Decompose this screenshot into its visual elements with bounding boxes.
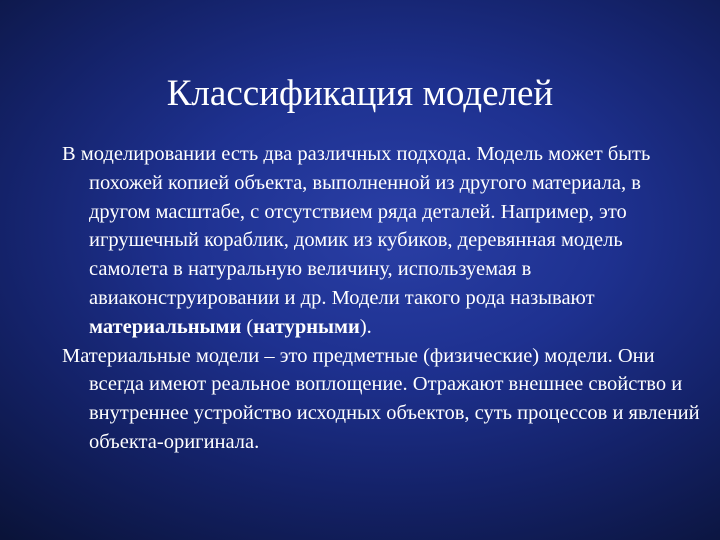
paragraph-1-paren-open: ( [241, 315, 254, 338]
term-natural: натурными [253, 315, 360, 338]
paragraph-1-text: В моделировании есть два различных подхода. Модель может быть похожей копией объекта, выполненной из другого материала, в другом масштабе, с отсутствием ряда деталей. Например, это игрушечный кораблик, домик из кубиков, деревянная модель самолета в натуральную величину, используемая в авиаконструировании и др. Модели такого рода называют [62, 143, 651, 309]
slide-title: Классификация моделей [166, 73, 554, 114]
paragraph-1 [62, 140, 702, 342]
paragraph-2: Материальные модели – это предметные (физические) модели. Они всегда имеют реальное воплощение. Отражают внешнее свойство и внутреннее устройство исходных объектов, суть процессов и явлений объекта-оригинала. [62, 344, 700, 453]
paragraph-1-end: ). [359, 315, 372, 338]
slide-body [62, 140, 702, 457]
term-material: материальными [89, 315, 242, 338]
